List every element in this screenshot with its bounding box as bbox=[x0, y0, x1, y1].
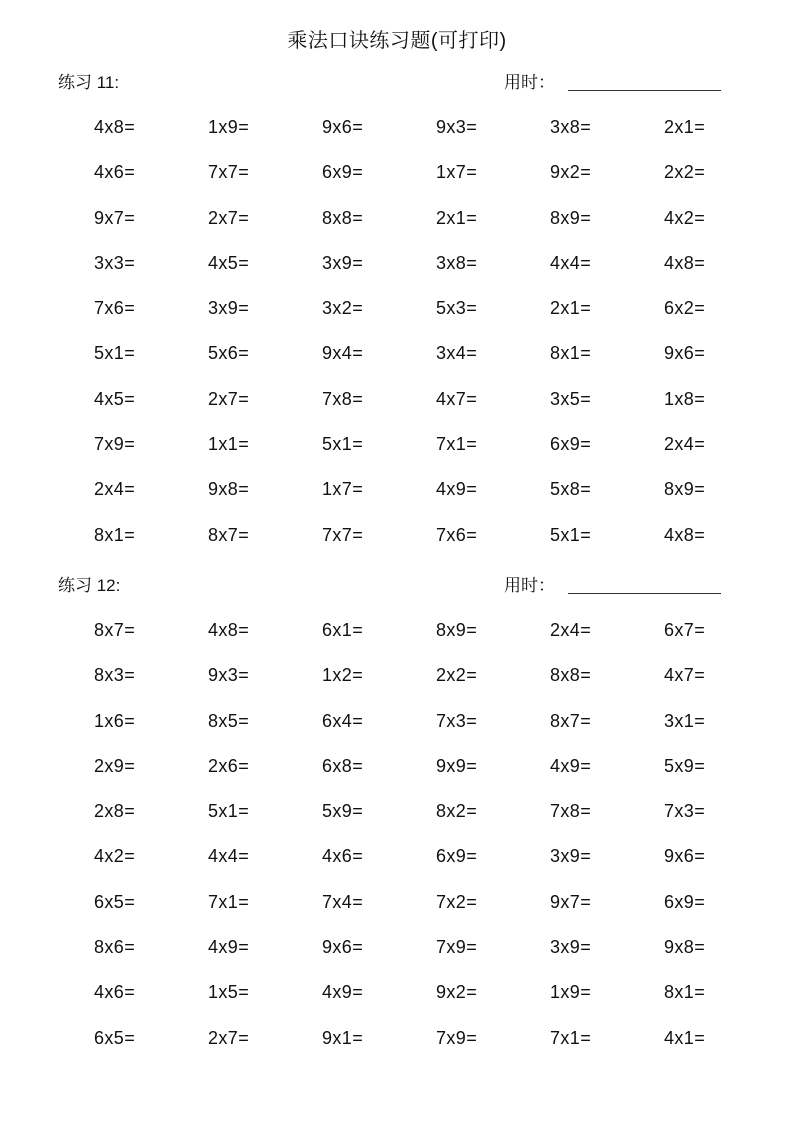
time-answer-line bbox=[568, 593, 721, 594]
multiplication-problem: 7x6= bbox=[94, 298, 136, 319]
multiplication-problem: 8x5= bbox=[208, 710, 250, 731]
multiplication-problem: 8x2= bbox=[436, 801, 478, 822]
multiplication-problem: 8x9= bbox=[436, 620, 478, 640]
multiplication-problem: 6x1= bbox=[322, 620, 364, 640]
multiplication-problem: 4x8= bbox=[664, 524, 706, 545]
multiplication-problem: 7x6= bbox=[436, 524, 478, 545]
multiplication-problem: 8x7= bbox=[550, 710, 592, 731]
multiplication-problem: 3x9= bbox=[550, 846, 592, 867]
multiplication-problem: 1x7= bbox=[322, 479, 364, 500]
multiplication-problem: 9x7= bbox=[550, 891, 592, 912]
multiplication-problem: 9x6= bbox=[664, 846, 706, 867]
multiplication-problem: 4x5= bbox=[94, 388, 136, 409]
exercise-label: 练习 11: bbox=[58, 73, 120, 92]
multiplication-problem: 6x8= bbox=[322, 755, 364, 776]
multiplication-problem: 6x9= bbox=[322, 162, 364, 183]
multiplication-problem: 8x8= bbox=[550, 665, 592, 686]
multiplication-problem: 1x9= bbox=[550, 982, 592, 1003]
problem-row bbox=[0, 664, 794, 709]
problem-row bbox=[0, 619, 794, 664]
multiplication-problem: 1x8= bbox=[664, 388, 706, 409]
multiplication-problem: 8x9= bbox=[664, 479, 706, 500]
multiplication-problem: 2x7= bbox=[208, 207, 250, 228]
problem-grid bbox=[0, 116, 794, 569]
multiplication-problem: 8x8= bbox=[322, 207, 364, 228]
multiplication-problem: 2x1= bbox=[550, 298, 592, 319]
multiplication-problem: 2x2= bbox=[664, 162, 706, 183]
multiplication-problem: 9x4= bbox=[322, 343, 364, 364]
multiplication-problem: 3x8= bbox=[436, 252, 478, 273]
multiplication-problem: 1x1= bbox=[208, 434, 250, 455]
multiplication-problem: 7x3= bbox=[436, 710, 478, 731]
multiplication-problem: 4x7= bbox=[436, 388, 478, 409]
time-label: 用时： bbox=[504, 576, 555, 595]
multiplication-problem: 4x9= bbox=[322, 982, 364, 1003]
multiplication-problem: 6x5= bbox=[94, 891, 136, 912]
multiplication-problem: 3x5= bbox=[550, 388, 592, 409]
multiplication-problem: 9x2= bbox=[436, 982, 478, 1003]
multiplication-problem: 6x2= bbox=[664, 298, 706, 319]
multiplication-problem: 2x2= bbox=[436, 665, 478, 686]
multiplication-problem: 7x8= bbox=[550, 801, 592, 822]
problem-row bbox=[0, 433, 794, 478]
multiplication-problem: 4x1= bbox=[664, 1027, 706, 1048]
multiplication-problem: 2x4= bbox=[550, 620, 592, 640]
multiplication-problem: 3x9= bbox=[208, 298, 250, 319]
multiplication-problem: 6x7= bbox=[664, 620, 706, 640]
multiplication-problem: 9x6= bbox=[322, 117, 364, 137]
multiplication-problem: 4x9= bbox=[550, 755, 592, 776]
problem-row bbox=[0, 524, 794, 569]
multiplication-problem: 2x1= bbox=[436, 207, 478, 228]
multiplication-problem: 7x9= bbox=[94, 434, 136, 455]
multiplication-problem: 1x9= bbox=[208, 117, 250, 137]
problem-row bbox=[0, 342, 794, 387]
multiplication-problem: 9x3= bbox=[436, 117, 478, 137]
multiplication-problem: 4x7= bbox=[664, 665, 706, 686]
multiplication-problem: 8x3= bbox=[94, 665, 136, 686]
multiplication-problem: 4x8= bbox=[208, 620, 250, 640]
exercise-label: 练习 12: bbox=[58, 576, 121, 595]
multiplication-problem: 3x9= bbox=[550, 937, 592, 958]
problem-row bbox=[0, 845, 794, 890]
problem-row bbox=[0, 478, 794, 523]
multiplication-problem: 9x2= bbox=[550, 162, 592, 183]
multiplication-problem: 5x9= bbox=[664, 755, 706, 776]
multiplication-problem: 6x4= bbox=[322, 710, 364, 731]
multiplication-problem: 4x6= bbox=[322, 846, 364, 867]
problem-row bbox=[0, 981, 794, 1026]
multiplication-problem: 3x1= bbox=[664, 710, 706, 731]
multiplication-problem: 8x9= bbox=[550, 207, 592, 228]
multiplication-problem: 4x9= bbox=[208, 937, 250, 958]
multiplication-problem: 2x7= bbox=[208, 388, 250, 409]
multiplication-problem: 5x1= bbox=[550, 524, 592, 545]
problem-grid bbox=[0, 619, 794, 1072]
multiplication-problem: 2x7= bbox=[208, 1027, 250, 1048]
problem-row bbox=[0, 800, 794, 845]
multiplication-problem: 5x1= bbox=[94, 343, 136, 364]
multiplication-problem: 5x3= bbox=[436, 298, 478, 319]
multiplication-problem: 4x4= bbox=[208, 846, 250, 867]
time-answer-line bbox=[568, 90, 721, 91]
multiplication-problem: 4x8= bbox=[664, 252, 706, 273]
problem-row bbox=[0, 755, 794, 800]
multiplication-problem: 7x1= bbox=[550, 1027, 592, 1048]
problem-row bbox=[0, 936, 794, 981]
multiplication-problem: 2x8= bbox=[94, 801, 136, 822]
multiplication-problem: 8x1= bbox=[94, 524, 136, 545]
multiplication-problem: 9x9= bbox=[436, 755, 478, 776]
time-label: 用时： bbox=[504, 73, 555, 92]
multiplication-problem: 9x8= bbox=[664, 937, 706, 958]
multiplication-problem: 5x1= bbox=[322, 434, 364, 455]
multiplication-problem: 7x9= bbox=[436, 1027, 478, 1048]
multiplication-problem: 2x4= bbox=[94, 479, 136, 500]
multiplication-problem: 4x6= bbox=[94, 982, 136, 1003]
multiplication-problem: 3x3= bbox=[94, 252, 136, 273]
problem-row bbox=[0, 297, 794, 342]
multiplication-problem: 8x6= bbox=[94, 937, 136, 958]
exercise-section-12 bbox=[0, 567, 794, 1048]
multiplication-problem: 3x2= bbox=[322, 298, 364, 319]
multiplication-problem: 4x9= bbox=[436, 479, 478, 500]
multiplication-problem: 9x7= bbox=[94, 207, 136, 228]
multiplication-problem: 4x6= bbox=[94, 162, 136, 183]
multiplication-problem: 7x1= bbox=[208, 891, 250, 912]
multiplication-problem: 7x8= bbox=[322, 388, 364, 409]
multiplication-problem: 9x6= bbox=[664, 343, 706, 364]
multiplication-problem: 1x2= bbox=[322, 665, 364, 686]
exercise-section-11 bbox=[0, 64, 794, 545]
multiplication-problem: 9x1= bbox=[322, 1027, 364, 1048]
multiplication-problem: 8x7= bbox=[208, 524, 250, 545]
multiplication-problem: 4x5= bbox=[208, 252, 250, 273]
multiplication-problem: 7x9= bbox=[436, 937, 478, 958]
multiplication-problem: 5x9= bbox=[322, 801, 364, 822]
multiplication-problem: 9x6= bbox=[322, 937, 364, 958]
multiplication-problem: 5x1= bbox=[208, 801, 250, 822]
multiplication-problem: 6x5= bbox=[94, 1027, 136, 1048]
multiplication-problem: 6x9= bbox=[436, 846, 478, 867]
problem-row bbox=[0, 116, 794, 161]
problem-row bbox=[0, 710, 794, 755]
multiplication-problem: 6x9= bbox=[664, 891, 706, 912]
multiplication-problem: 5x6= bbox=[208, 343, 250, 364]
multiplication-problem: 1x6= bbox=[94, 710, 136, 731]
problem-row bbox=[0, 388, 794, 433]
multiplication-problem: 3x4= bbox=[436, 343, 478, 364]
multiplication-problem: 2x1= bbox=[664, 117, 706, 137]
multiplication-problem: 8x1= bbox=[550, 343, 592, 364]
multiplication-problem: 7x7= bbox=[322, 524, 364, 545]
multiplication-problem: 4x2= bbox=[94, 846, 136, 867]
section-header bbox=[0, 567, 794, 597]
page-title: 乘法口诀练习题(可打印) bbox=[287, 30, 507, 52]
multiplication-problem: 7x3= bbox=[664, 801, 706, 822]
multiplication-problem: 1x5= bbox=[208, 982, 250, 1003]
multiplication-problem: 4x4= bbox=[550, 252, 592, 273]
multiplication-problem: 9x3= bbox=[208, 665, 250, 686]
problem-row bbox=[0, 891, 794, 936]
multiplication-problem: 7x4= bbox=[322, 891, 364, 912]
problem-row bbox=[0, 1027, 794, 1072]
multiplication-problem: 4x8= bbox=[94, 117, 136, 137]
multiplication-problem: 5x8= bbox=[550, 479, 592, 500]
multiplication-problem: 6x9= bbox=[550, 434, 592, 455]
problem-row bbox=[0, 161, 794, 206]
multiplication-problem: 1x7= bbox=[436, 162, 478, 183]
problem-row bbox=[0, 207, 794, 252]
multiplication-problem: 7x2= bbox=[436, 891, 478, 912]
multiplication-problem: 2x4= bbox=[664, 434, 706, 455]
multiplication-problem: 3x8= bbox=[550, 117, 592, 137]
multiplication-problem: 7x7= bbox=[208, 162, 250, 183]
multiplication-problem: 8x1= bbox=[664, 982, 706, 1003]
problem-row bbox=[0, 252, 794, 297]
section-header bbox=[0, 64, 794, 94]
multiplication-problem: 7x1= bbox=[436, 434, 478, 455]
multiplication-problem: 4x2= bbox=[664, 207, 706, 228]
multiplication-problem: 2x6= bbox=[208, 755, 250, 776]
multiplication-problem: 2x9= bbox=[94, 755, 136, 776]
multiplication-problem: 9x8= bbox=[208, 479, 250, 500]
multiplication-problem: 8x7= bbox=[94, 620, 136, 640]
multiplication-problem: 3x9= bbox=[322, 252, 364, 273]
